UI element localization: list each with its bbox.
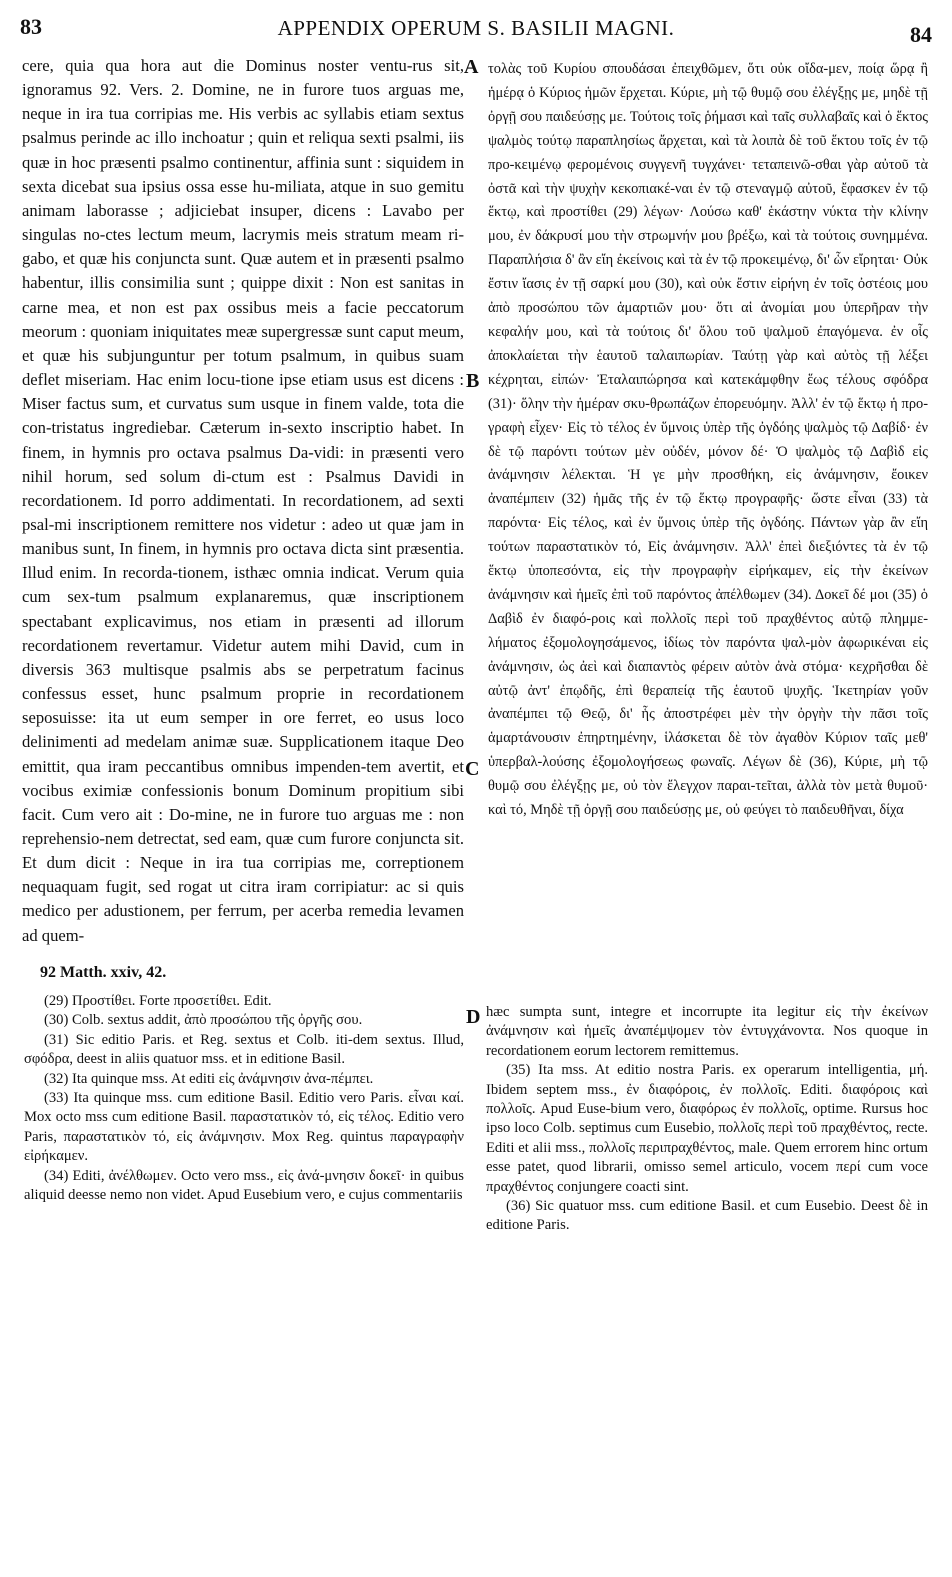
note-34-continued: hæc sumpta sunt, integre et incorrupte ita legitur εἰς τὴν ἐκείνων ἀνάμνησιν καὶ ἡμεῖς ἀναπέμψομεν τὸν ἐντυγχάνοντα. Nos quoque in recordationem eorum lectorem remittemus. [486,1004,928,1059]
note-31: (31) Sic editio Paris. et Reg. sextus et Colb. iti-dem sextus. Illud, σφόδρα, deest in aliis quatuor mss. et in editione Basil. [24,1031,464,1068]
page-header [20,14,932,48]
page-number-left: 83 [20,14,42,39]
greek-column [488,58,928,962]
notes-left-column [24,992,464,1512]
greek-text: τολὰς τοῦ Κυρίου σπουδάσαι ἐπειχθῶμεν, ὅτι οὐκ οἴδα-μεν, ποίᾳ ὥρᾳ ἢ ἡμέρᾳ ὁ Κύριος ἡμῶν ἔρχεται. Κύριε, μὴ τῷ θυμῷ σου ἐλέγξῃς με, μηδὲ τῇ ὀργῇ σου παιδεύσῃς με. Τούτοις τοῖς ῥήμασι καὶ ταῖς συλλαβαῖς καὶ ὁ ἕκτος ψαλμὸς τούτῳ παραπλησίως ἄρχεται, καὶ τὰ λοιπὰ δὲ τοῦ ἕκτου τοῖς ἐν τῷ προ-κειμένῳ φερομένοις συγγενῆ τυγχάνει· τεταπεινῶ-σθαι γὰρ αὐτοῦ τὰ ὀστᾶ καὶ τὴν ψυχὴν κεκοπιακέ-ναι ἐν τῷ στεναγμῷ αὐτοῦ, ἔφασκεν ἐν τῷ ἕκτῳ, καὶ προστίθει (29) λέγων· Λούσω καθ' ἑκάστην νύκτα τὴν κλίνην μου, ἐν δάκρυσί μου τὴν στρωμνήν μου βρέξω, καὶ τὰ τούτοις συνημμένα. Παραπλήσια δ' ἂν εἴη ἐκείνοις καὶ τὰ ἐν τῷ προκειμένῳ, δι' ὧν εἴρηται· Οὐκ ἔστιν ἴασις ἐν τῇ σαρκί μου (30), καὶ οὐκ ἔστιν εἰρήνη ἐν τοῖς ὀστέοις μου ἀπὸ προσώπου τῶν ἁμαρτιῶν μου· ὅτι αἱ ἀνομίαι μου ὑπερῆραν τὴν κεφαλήν μου, καὶ τὰ τούτοις δι' ὅλου τοῦ ψαλμοῦ ἐπαγόμενα. ἐν οἷς ἀποκλαίεται τὴν ἑαυτοῦ ταλαιπωρίαν. Ταύτῃ γὰρ καὶ αὐτὸς τῇ λέξει κέχρηται, εἰπών· Ἐταλαιπώρησα καὶ κατεκάμφθην ἕως τέλους σφόδρα (31)· ὅλην τὴν ἡμέραν σκυ-θρωπάζων ἐπορευόμην. Ἀλλ' ἐν τῷ ἕκτῳ ἡ προ-γραφὴ εἶχεν· Εἰς τὸ τέλος ἐν ὕμνοις ὑπὲρ τῆς ὀγδόης ψαλμὸς τῷ Δαβίδ· ἐν δὲ τῷ παρόντι τούτων μὲν οὐδέν, μόνον δέ· Ὁ ψαλμὸς τῷ Δαβὶδ εἰς ἀνάμνησιν λέλεκται. Ἡ γε μὴν προσθήκη, εἰς ἀνάμνησιν, ἔοικεν ἀναπέμπειν (32) ἡμᾶς τῆς ἐν τῷ ἕκτῳ προγραφῆς· ὥστε εἶναι (33) τὰ παρόντα· Εἰς τέλος, καὶ ἐν ὕμνοις ὑπὲρ τῆς ὀγδόης. Πάντων γὰρ ἂν εἴη τούτων παραστατικὸν τό, Εἰς ἀνάμνησιν. Ἀλλ' ἐπεὶ διεξιόντες τὰ ἐν τῷ ἕκτῳ ὑποπεσόντα, εἰς τὴν προγραφὴν εἰρήκαμεν, εἰς τὴν ἐκείνων ἀνάμνησιν καὶ ἡμεῖς ἐπὶ τοῦ παρόντος ἀπέλθωμεν (34). Δοκεῖ δέ μοι (35) ὁ Δαβὶδ ἐν διαφό-ροις καὶ πολλοῖς περὶ τοῦ πραχθέντος αὐτῷ πλημμε-λήματος ἐξομολογησάμενος, ἰδίως τὸν παρόντα ψαλ-μὸν ἀφωρικέναι εἰς ἀνάμνησιν, ὡς ἀεὶ καὶ διαπαντὸς φέρειν αὐτὸν ἀνὰ στόμα· κεχρῆσθαι δὲ αὐτῷ ἀντ' ἐπῳδῆς, ἐπὶ θεραπείᾳ τῆς ἑαυτοῦ ψυχῆς. Ἱκετηρίαν γοῦν ἀναπέμπει τῷ Θεῷ, δι' ἧς ἀποστρέφει μὲν τὴν ὀργὴν τὴν πᾶσι τοῖς ἁμαρτάνουσιν ἐπηρτημένην, ἱλάσκεται δὲ τὸν ἀγαθὸν Κύριον ταῖς μεθ' ὑπερβαλ-λούσης ἐξομολογήσεως φωναῖς. Λέγων δὲ (36), Κύριε, μὴ τῷ θυμῷ σου ἐλέγξῃς με, οὐ τὸν ἔλεγχον παραι-τεῖται, ἀλλὰ τὸν μετὰ θυμοῦ· καὶ τό, Μηδὲ τῇ ὀργῇ σου παιδεύσῃς με, οὐ φεύγει τὸ παιδευθῆναι, δίχα [488,61,928,819]
note-33: (33) Ita quinque mss. cum editione Basil. Editio vero Paris. εἶναι καί. Mox octo mss cum editione Basil. παραστατικὸν τό, εἰς τέλος. Editio vero Paris, παραστατικὸν τό, εἰς ἀνάμνησιν. Mox Reg. quintus παραγραφὴν εἰρήκαμεν. [24,1090,464,1165]
running-title: APPENDIX OPERUM S. BASILII MAGNI. [277,16,675,40]
note-30: (30) Colb. sextus addit, ἀπὸ προσώπου τῆς ὀργῆς σου. [44,1012,363,1029]
note-34: (34) Editi, ἀνέλθωμεν. Octo vero mss., εἰς ἀνά-μνησιν δοκεῖ· in quibus aliquid deesse nemo non videt. Apud Eusebium vero, e cujus commentariis [24,1167,464,1204]
margin-marker-a: A [464,56,479,78]
footnote-92: 92 Matth. xxiv, 42. [40,964,167,981]
note-35: (35) Ita mss. At editio nostra Paris. ex operarum intelligentia, μή. Ibidem septem mss., ἐν διαφόροις, ἐν πολλοῖς. Editi. διαφόροις καὶ πολλοῖς. Apud Euse-bium vero, διαφόρως ἐν πολλοῖς, optime. Rursus hoc ipso loco Colb. septimus cum Eusebio, πολλοῖς περὶ τοῦ πραχθέντος, recte. Editi et alii mss., πολλοῖς περιπραχθέντος, male. Quem errorem hinc ortum esse patet, quod librarii, omisso semel articulo, vocem περί cum voce πραχθέντος conjungere coacti sint. [486,1062,928,1195]
note-32: (32) Ita quinque mss. At editi εἰς ἀνάμνησιν ἀνα-πέμπει. [44,1070,374,1087]
margin-marker-b: B [466,370,480,392]
margin-marker-c: C [465,758,480,780]
margin-marker-d: D [466,1006,481,1028]
latin-text: cere, quia qua hora aut die Dominus noster ventu-rus sit, ignoramus 92. Vers. 2. Domine, ne in furore tuos arguas me, neque in ira tua corripias me. His verbis ac syllabis etiam sextus psalmus perinde ac illo inchoatur ; quin et reliqua sexti psalmi, iis quæ in hoc præsenti psalmo continentur, affinia sunt : siquidem in sexta dicebat sua ipsius ossa esse hu-miliata, atque in suo gemitu animam laborasse ; adjiciebat insuper, dicens : Lavabo per singulas no-ctes lectum meum, lacrymis meis stratum meam ri-gabo, et quæ his conjuncta sunt. Quæ autem et in præsenti psalmo habentur, illis consimilia sunt ; quippe dixit : Non est sanitas in carne mea, et non est pax ossibus meis a facie peccatorum meorum : quoniam iniquitates meæ supergressæ sunt caput meum, et quæ his subjunguntur per totum psalmum, in quibus suam deflet miseriam. Hac enim locu-tione ipse etiam usus est dicens : Miser factus sum, et curvatus sum usque in finem valde, tota die con-tristatus ingrediebar. Cæterum in-sexto inscriptio habet. In finem, in hymnis pro octava psalmus Da-vidi: in præsenti vero nihil horum, sed solum di-ctum est : Psalmus Davidi in recordationem. Id porro addimentati. In recordationem, ad sexti psal-mi inscriptionem remittere nos videtur : adeo ut quæ jam in manibus sunt, In finem, in hymnis pro octava dicta sint præsentia. Illud enim. In recorda-tionem, isthæc omnia indicat. Verum quia cum sex-tum psalmum explanaremus, quæ inscriptionem spectabant explicavimus, nos etiam in præsenti ad illorum recordationem revertamur. Videtur autem mihi David, cum in diversis 363 multisque psalmis abs se perpetratum facinus confessus esset, hunc psalmum proprie in recordationem seposuisse: ita ut eum semper in ore ferret, eo usus loco delinimenti ad medelam animæ suæ. Supplicationem itaque Deo emittit, qua iram peccantibus omnibus impenden-tem avertit, et vocibus eximiæ confessionis bonum Dominum propitium sibi facit. Cum vero ait : Do-mine, ne in furore tuo arguas me : non reprehensio-nem detrectat, sed eam, quæ cum furore conjuncta sit. Et dum dicit : Neque in ira tua corripias me, correptionem nequaquam fugit, sed rogat ut citra iram corripiatur: ac si quis medico per adustionem, per ferrum, per acerba remedia levamen ad quem- [22,56,464,945]
latin-column [22,54,464,960]
note-36: (36) Sic quatuor mss. cum editione Basil. et cum Eusebio. Deest δὲ in editione Paris. [486,1198,928,1234]
page-number-right: 84 [910,22,932,47]
note-29: (29) Προστίθει. Forte προσετίθει. Edit. [44,993,272,1009]
notes-right-column [486,1003,928,1523]
